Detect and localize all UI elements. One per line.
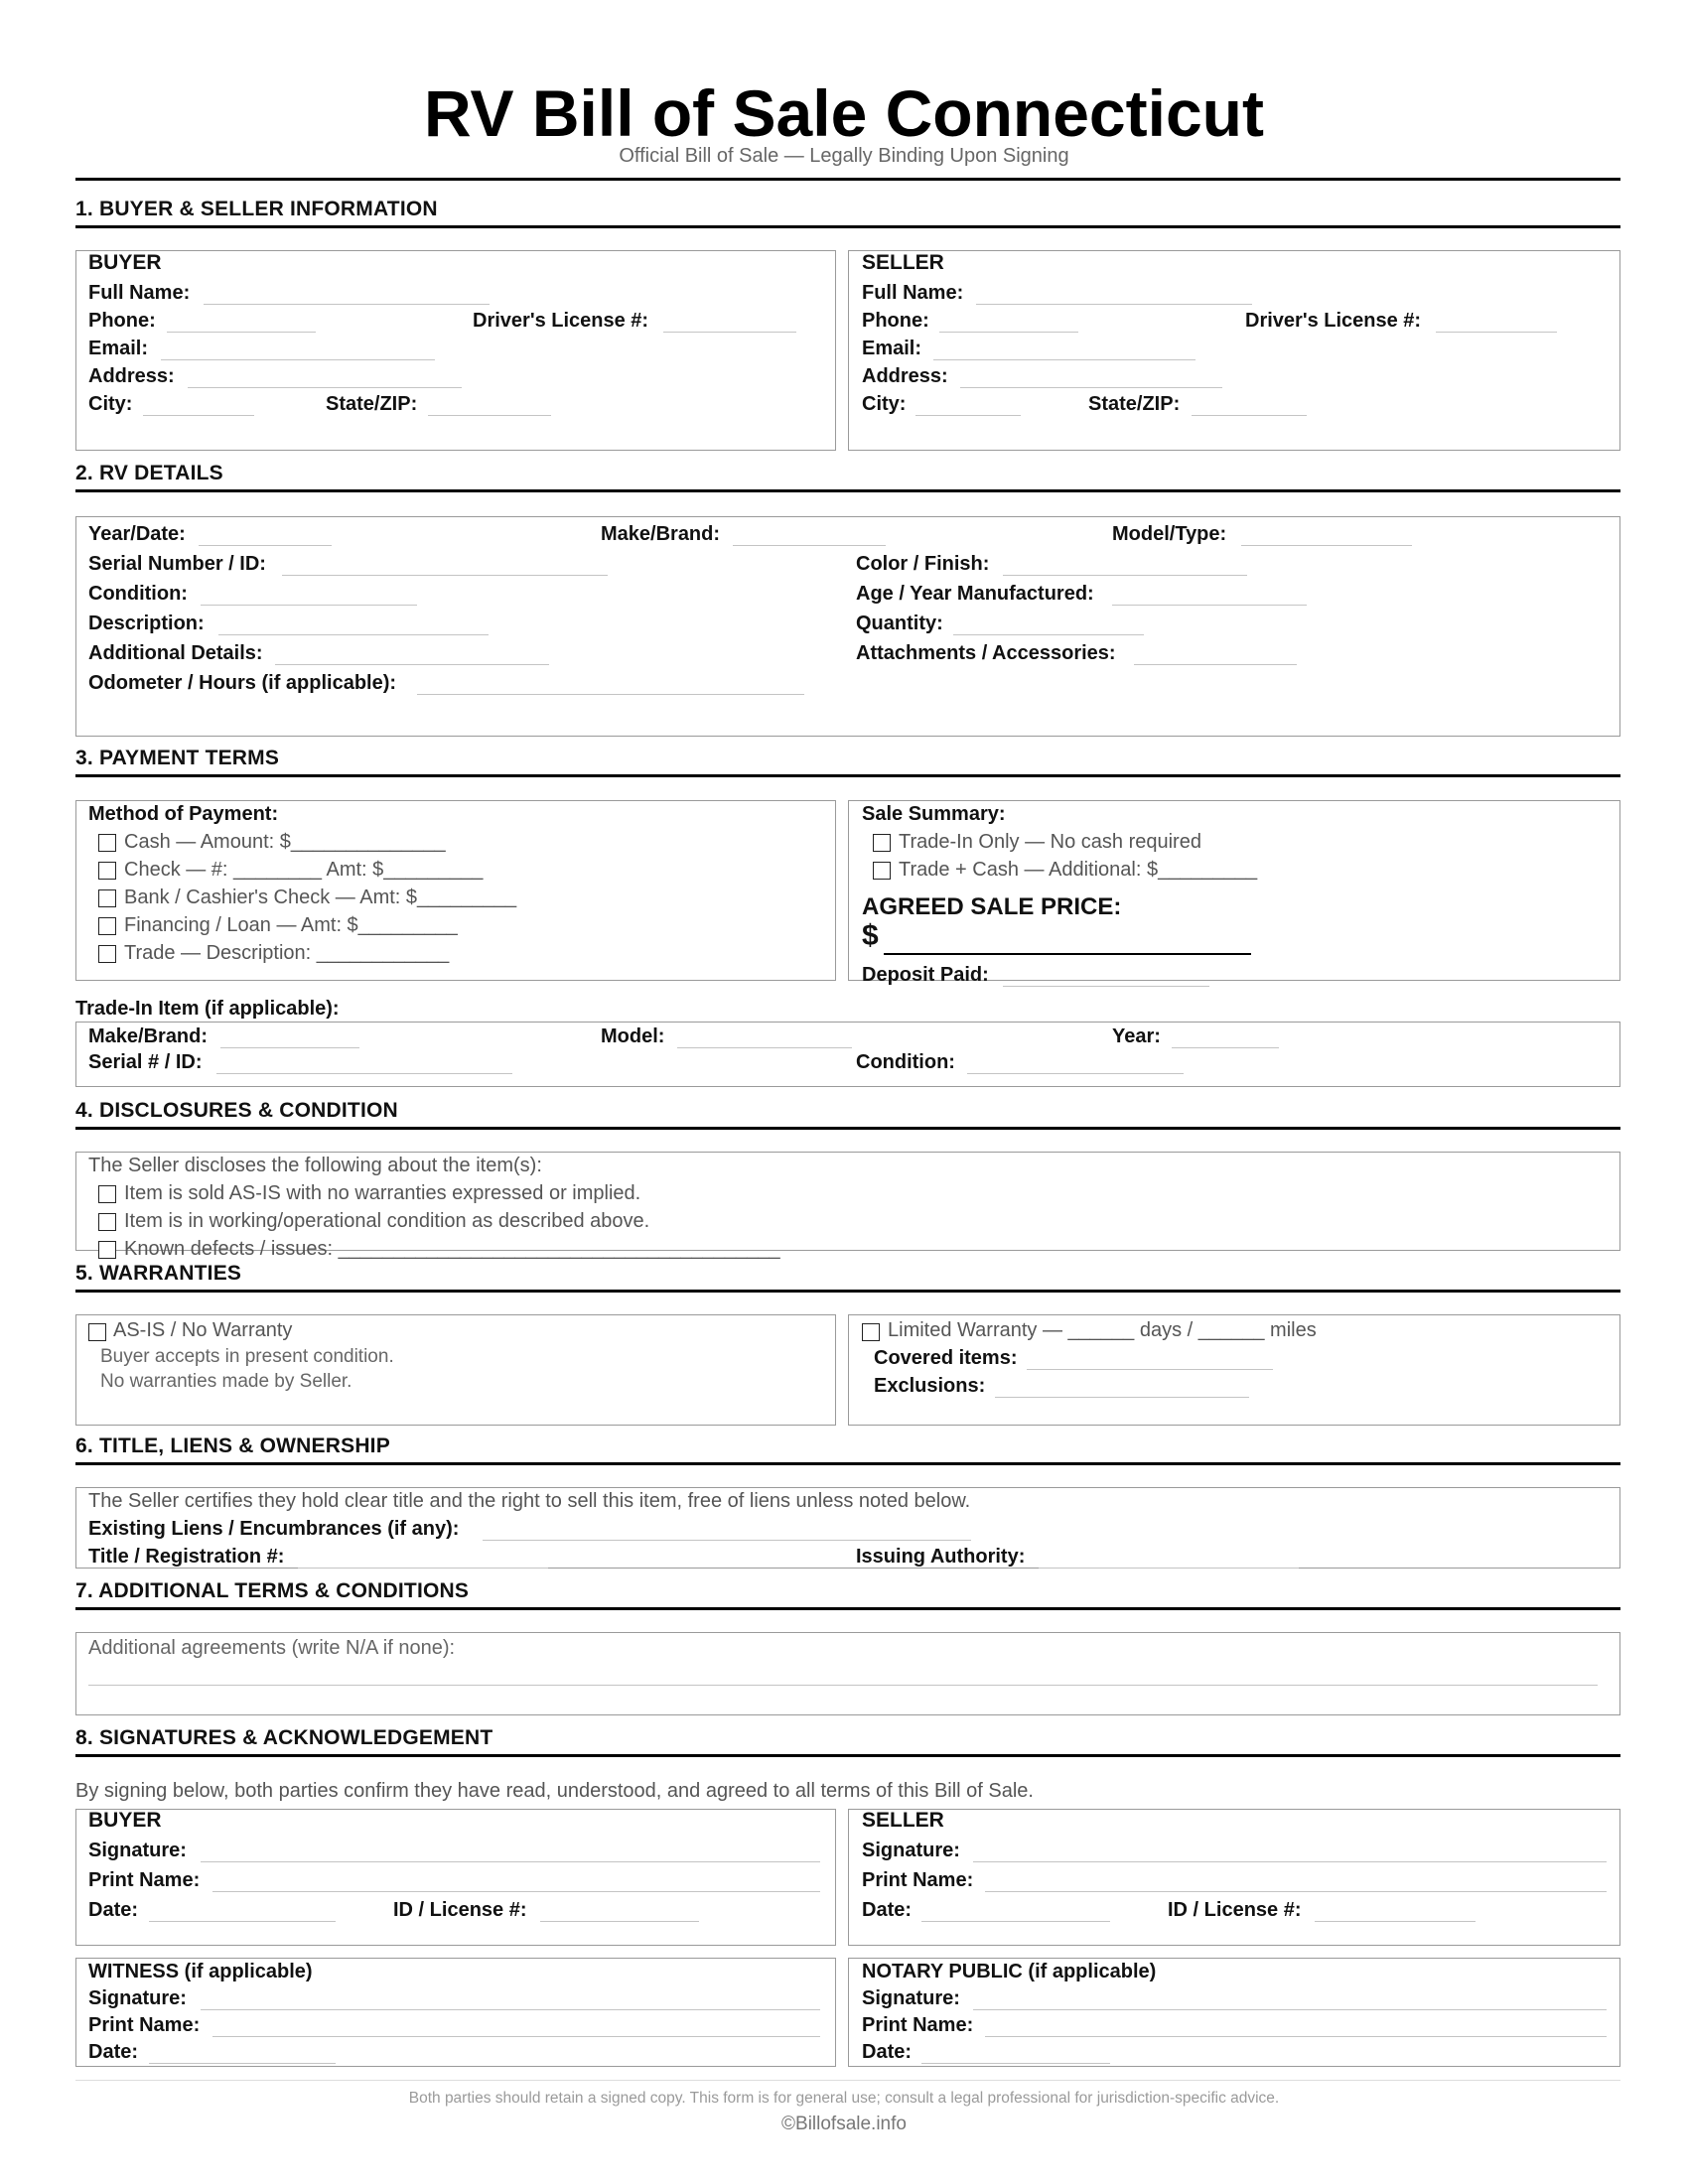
rv-serial-field[interactable] <box>282 575 608 576</box>
no-warranty-note-1: Buyer accepts in present condition. <box>100 1346 394 1367</box>
working-condition-label: Item is in working/operational condition as described above. <box>124 1210 650 1232</box>
section-1-header: 1. BUYER & SELLER INFORMATION <box>75 199 1620 228</box>
witness-date-field[interactable] <box>149 2063 336 2064</box>
section-2-header: 2. RV DETAILS <box>75 463 1620 492</box>
seller-phone-field[interactable] <box>939 332 1078 333</box>
seller-signature-heading: SELLER <box>862 1809 944 1832</box>
section-3-header: 3. PAYMENT TERMS <box>75 748 1620 777</box>
seller-state-zip-label: State/ZIP: <box>1088 393 1181 415</box>
buyer-signature-label: Signature: <box>88 1840 187 1861</box>
buyer-state-zip-label: State/ZIP: <box>326 393 418 415</box>
trade-in-model-field[interactable] <box>677 1047 852 1048</box>
notary-heading: NOTARY PUBLIC (if applicable) <box>862 1961 1157 1982</box>
witness-date-label: Date: <box>88 2041 139 2063</box>
additional-terms-field[interactable] <box>88 1685 1598 1686</box>
seller-address-label: Address: <box>862 365 948 387</box>
rv-additional-field[interactable] <box>275 664 549 665</box>
rv-attachments-label: Attachments / Accessories: <box>856 642 1116 664</box>
sale-summary-label: Sale Summary: <box>862 803 1006 825</box>
deposit-paid-field[interactable] <box>1003 986 1209 987</box>
seller-license-field[interactable] <box>1436 332 1557 333</box>
trade-in-item-label: Trade-In Item (if applicable): <box>75 998 340 1020</box>
trade-in-condition-label: Condition: <box>856 1051 955 1073</box>
buyer-license-field[interactable] <box>663 332 796 333</box>
financing-checkbox[interactable] <box>98 917 116 935</box>
trade-in-condition-field[interactable] <box>967 1073 1184 1074</box>
trade-plus-cash-checkbox[interactable] <box>873 862 891 880</box>
agreed-sale-price-label: AGREED SALE PRICE: <box>862 893 1122 920</box>
cash-checkbox[interactable] <box>98 834 116 852</box>
rv-color-field[interactable] <box>1003 575 1247 576</box>
rv-make-label: Make/Brand: <box>601 523 721 545</box>
existing-liens-field[interactable] <box>483 1540 971 1541</box>
existing-liens-label: Existing Liens / Encumbrances (if any): <box>88 1518 460 1540</box>
notary-date-label: Date: <box>862 2041 913 2063</box>
witness-signature-label: Signature: <box>88 1987 187 2009</box>
exclusions-field[interactable] <box>995 1397 1249 1398</box>
buyer-date-label: Date: <box>88 1899 139 1921</box>
buyer-phone-label: Phone: <box>88 310 156 332</box>
buyer-state-zip-field[interactable] <box>428 415 551 416</box>
seller-info-box <box>848 250 1620 451</box>
section-5-header: 5. WARRANTIES <box>75 1263 1620 1293</box>
title-registration-field[interactable] <box>298 1568 548 1569</box>
title-divider <box>75 178 1620 181</box>
seller-license-label: Driver's License #: <box>1245 310 1422 332</box>
trade-in-make-field[interactable] <box>220 1047 359 1048</box>
no-warranty-note-2: No warranties made by Seller. <box>100 1371 352 1392</box>
trade-in-year-field[interactable] <box>1172 1047 1279 1048</box>
buyer-signature-field[interactable] <box>201 1861 820 1862</box>
buyer-id-license-field[interactable] <box>540 1921 699 1922</box>
working-condition-checkbox[interactable] <box>98 1213 116 1231</box>
page-title: RV Bill of Sale Connecticut <box>424 76 1264 150</box>
known-defects-label: Known defects / issues: ________________________________________ <box>124 1238 780 1260</box>
trade-plus-cash-label: Trade + Cash — Additional: $_________ <box>899 859 1258 881</box>
trade-in-make-label: Make/Brand: <box>88 1025 209 1047</box>
issuing-authority-label: Issuing Authority: <box>856 1546 1026 1568</box>
disclosures-intro: The Seller discloses the following about the item(s): <box>88 1155 542 1176</box>
rv-attachments-field[interactable] <box>1134 664 1297 665</box>
rv-serial-label: Serial Number / ID: <box>88 553 266 575</box>
limited-warranty-checkbox[interactable] <box>862 1323 880 1341</box>
dollar-sign: $ <box>862 919 879 952</box>
witness-heading: WITNESS (if applicable) <box>88 1961 313 1982</box>
check-checkbox[interactable] <box>98 862 116 880</box>
buyer-email-label: Email: <box>88 338 149 359</box>
rv-color-label: Color / Finish: <box>856 553 990 575</box>
rv-year-label: Year/Date: <box>88 523 186 545</box>
seller-heading: SELLER <box>862 251 944 274</box>
financing-option-label: Financing / Loan — Amt: $_________ <box>124 914 458 936</box>
rv-condition-field[interactable] <box>201 605 417 606</box>
rv-age-field[interactable] <box>1112 605 1307 606</box>
notary-signature-label: Signature: <box>862 1987 960 2009</box>
seller-date-field[interactable] <box>921 1921 1110 1922</box>
buyer-print-name-label: Print Name: <box>88 1869 201 1891</box>
seller-signature-label: Signature: <box>862 1840 960 1861</box>
seller-signature-field[interactable] <box>973 1861 1607 1862</box>
trade-in-serial-label: Serial # / ID: <box>88 1051 203 1073</box>
agreed-sale-price-field[interactable] <box>884 953 1251 955</box>
seller-full-name-label: Full Name: <box>862 282 964 304</box>
no-warranty-label: AS-IS / No Warranty <box>113 1319 293 1341</box>
seller-date-label: Date: <box>862 1899 913 1921</box>
notary-print-name-label: Print Name: <box>862 2014 974 2036</box>
page-subtitle: Official Bill of Sale — Legally Binding Upon Signing <box>619 145 1069 167</box>
rv-quantity-field[interactable] <box>953 634 1144 635</box>
rv-make-field[interactable] <box>733 545 886 546</box>
covered-items-field[interactable] <box>1027 1369 1273 1370</box>
seller-phone-label: Phone: <box>862 310 929 332</box>
bank-check-checkbox[interactable] <box>98 889 116 907</box>
trade-in-only-label: Trade-In Only — No cash required <box>899 831 1201 853</box>
no-warranty-checkbox[interactable] <box>88 1323 106 1341</box>
buyer-heading: BUYER <box>88 251 162 274</box>
buyer-address-field[interactable] <box>188 387 462 388</box>
issuing-authority-field[interactable] <box>1039 1568 1299 1569</box>
buyer-full-name-field[interactable] <box>204 304 490 305</box>
section-6-header: 6. TITLE, LIENS & OWNERSHIP <box>75 1435 1620 1465</box>
seller-email-label: Email: <box>862 338 922 359</box>
rv-additional-label: Additional Details: <box>88 642 263 664</box>
notary-signature-field[interactable] <box>973 2009 1607 2010</box>
seller-print-name-field[interactable] <box>985 1891 1607 1892</box>
seller-id-license-field[interactable] <box>1315 1921 1476 1922</box>
witness-print-name-label: Print Name: <box>88 2014 201 2036</box>
trade-in-serial-field[interactable] <box>216 1073 512 1074</box>
buyer-id-license-label: ID / License #: <box>393 1899 527 1921</box>
buyer-print-name-field[interactable] <box>212 1891 820 1892</box>
seller-print-name-label: Print Name: <box>862 1869 974 1891</box>
rv-quantity-label: Quantity: <box>856 613 943 634</box>
rv-odometer-label: Odometer / Hours (if applicable): <box>88 672 397 694</box>
rv-details-box <box>75 516 1620 737</box>
seller-id-license-label: ID / License #: <box>1168 1899 1302 1921</box>
cash-option-label: Cash — Amount: $______________ <box>124 831 446 853</box>
footer-divider <box>75 2080 1620 2081</box>
known-defects-checkbox[interactable] <box>98 1241 116 1259</box>
buyer-city-field[interactable] <box>143 415 254 416</box>
section-4-header: 4. DISCLOSURES & CONDITION <box>75 1100 1620 1130</box>
buyer-email-field[interactable] <box>161 359 435 360</box>
rv-description-field[interactable] <box>218 634 489 635</box>
rv-description-label: Description: <box>88 613 205 634</box>
seller-city-label: City: <box>862 393 907 415</box>
buyer-phone-field[interactable] <box>167 332 316 333</box>
seller-email-field[interactable] <box>933 359 1196 360</box>
rv-condition-label: Condition: <box>88 583 188 605</box>
section-7-header: 7. ADDITIONAL TERMS & CONDITIONS <box>75 1580 1620 1610</box>
additional-terms-prompt: Additional agreements (write N/A if none): <box>88 1637 456 1659</box>
buyer-date-field[interactable] <box>149 1921 336 1922</box>
check-option-label: Check — #: ________ Amt: $_________ <box>124 859 484 881</box>
as-is-checkbox[interactable] <box>98 1185 116 1203</box>
notary-print-name-field[interactable] <box>985 2036 1607 2037</box>
rv-model-field[interactable] <box>1241 545 1412 546</box>
buyer-city-label: City: <box>88 393 133 415</box>
trade-in-item-box <box>75 1022 1620 1087</box>
buyer-license-label: Driver's License #: <box>473 310 649 332</box>
witness-signature-field[interactable] <box>201 2009 820 2010</box>
trade-checkbox[interactable] <box>98 945 116 963</box>
trade-in-model-label: Model: <box>601 1025 665 1047</box>
buyer-full-name-label: Full Name: <box>88 282 191 304</box>
footer-copyright: ©Billofsale.info <box>781 2114 907 2134</box>
rv-odometer-field[interactable] <box>417 694 804 695</box>
notary-date-field[interactable] <box>921 2063 1110 2064</box>
seller-city-field[interactable] <box>915 415 1021 416</box>
rv-model-label: Model/Type: <box>1112 523 1227 545</box>
bank-check-option-label: Bank / Cashier's Check — Amt: $_________ <box>124 887 517 908</box>
rv-age-label: Age / Year Manufactured: <box>856 583 1094 605</box>
buyer-address-label: Address: <box>88 365 175 387</box>
seller-full-name-field[interactable] <box>976 304 1252 305</box>
payment-method-label: Method of Payment: <box>88 803 279 825</box>
buyer-signature-heading: BUYER <box>88 1809 162 1832</box>
as-is-option-label: Item is sold AS-IS with no warranties expressed or implied. <box>124 1182 641 1204</box>
title-certification-text: The Seller certifies they hold clear title and the right to sell this item, free of liens unless noted below. <box>88 1490 971 1512</box>
exclusions-label: Exclusions: <box>874 1375 986 1397</box>
title-registration-label: Title / Registration #: <box>88 1546 285 1568</box>
footer-note: Both parties should retain a signed copy. This form is for general use; consult a legal professional for jurisdiction-specific advice. <box>408 2090 1280 2107</box>
trade-option-label: Trade — Description: ____________ <box>124 942 450 964</box>
limited-warranty-label: Limited Warranty — ______ days / ______ miles <box>888 1319 1317 1341</box>
signatures-intro: By signing below, both parties confirm they have read, understood, and agreed to all terms of this Bill of Sale. <box>75 1780 1034 1802</box>
seller-address-field[interactable] <box>960 387 1222 388</box>
trade-in-year-label: Year: <box>1112 1025 1161 1047</box>
seller-state-zip-field[interactable] <box>1192 415 1307 416</box>
rv-year-field[interactable] <box>199 545 332 546</box>
witness-print-name-field[interactable] <box>212 2036 820 2037</box>
trade-in-only-checkbox[interactable] <box>873 834 891 852</box>
covered-items-label: Covered items: <box>874 1347 1018 1369</box>
deposit-paid-label: Deposit Paid: <box>862 964 989 986</box>
section-8-header: 8. SIGNATURES & ACKNOWLEDGEMENT <box>75 1727 1620 1757</box>
